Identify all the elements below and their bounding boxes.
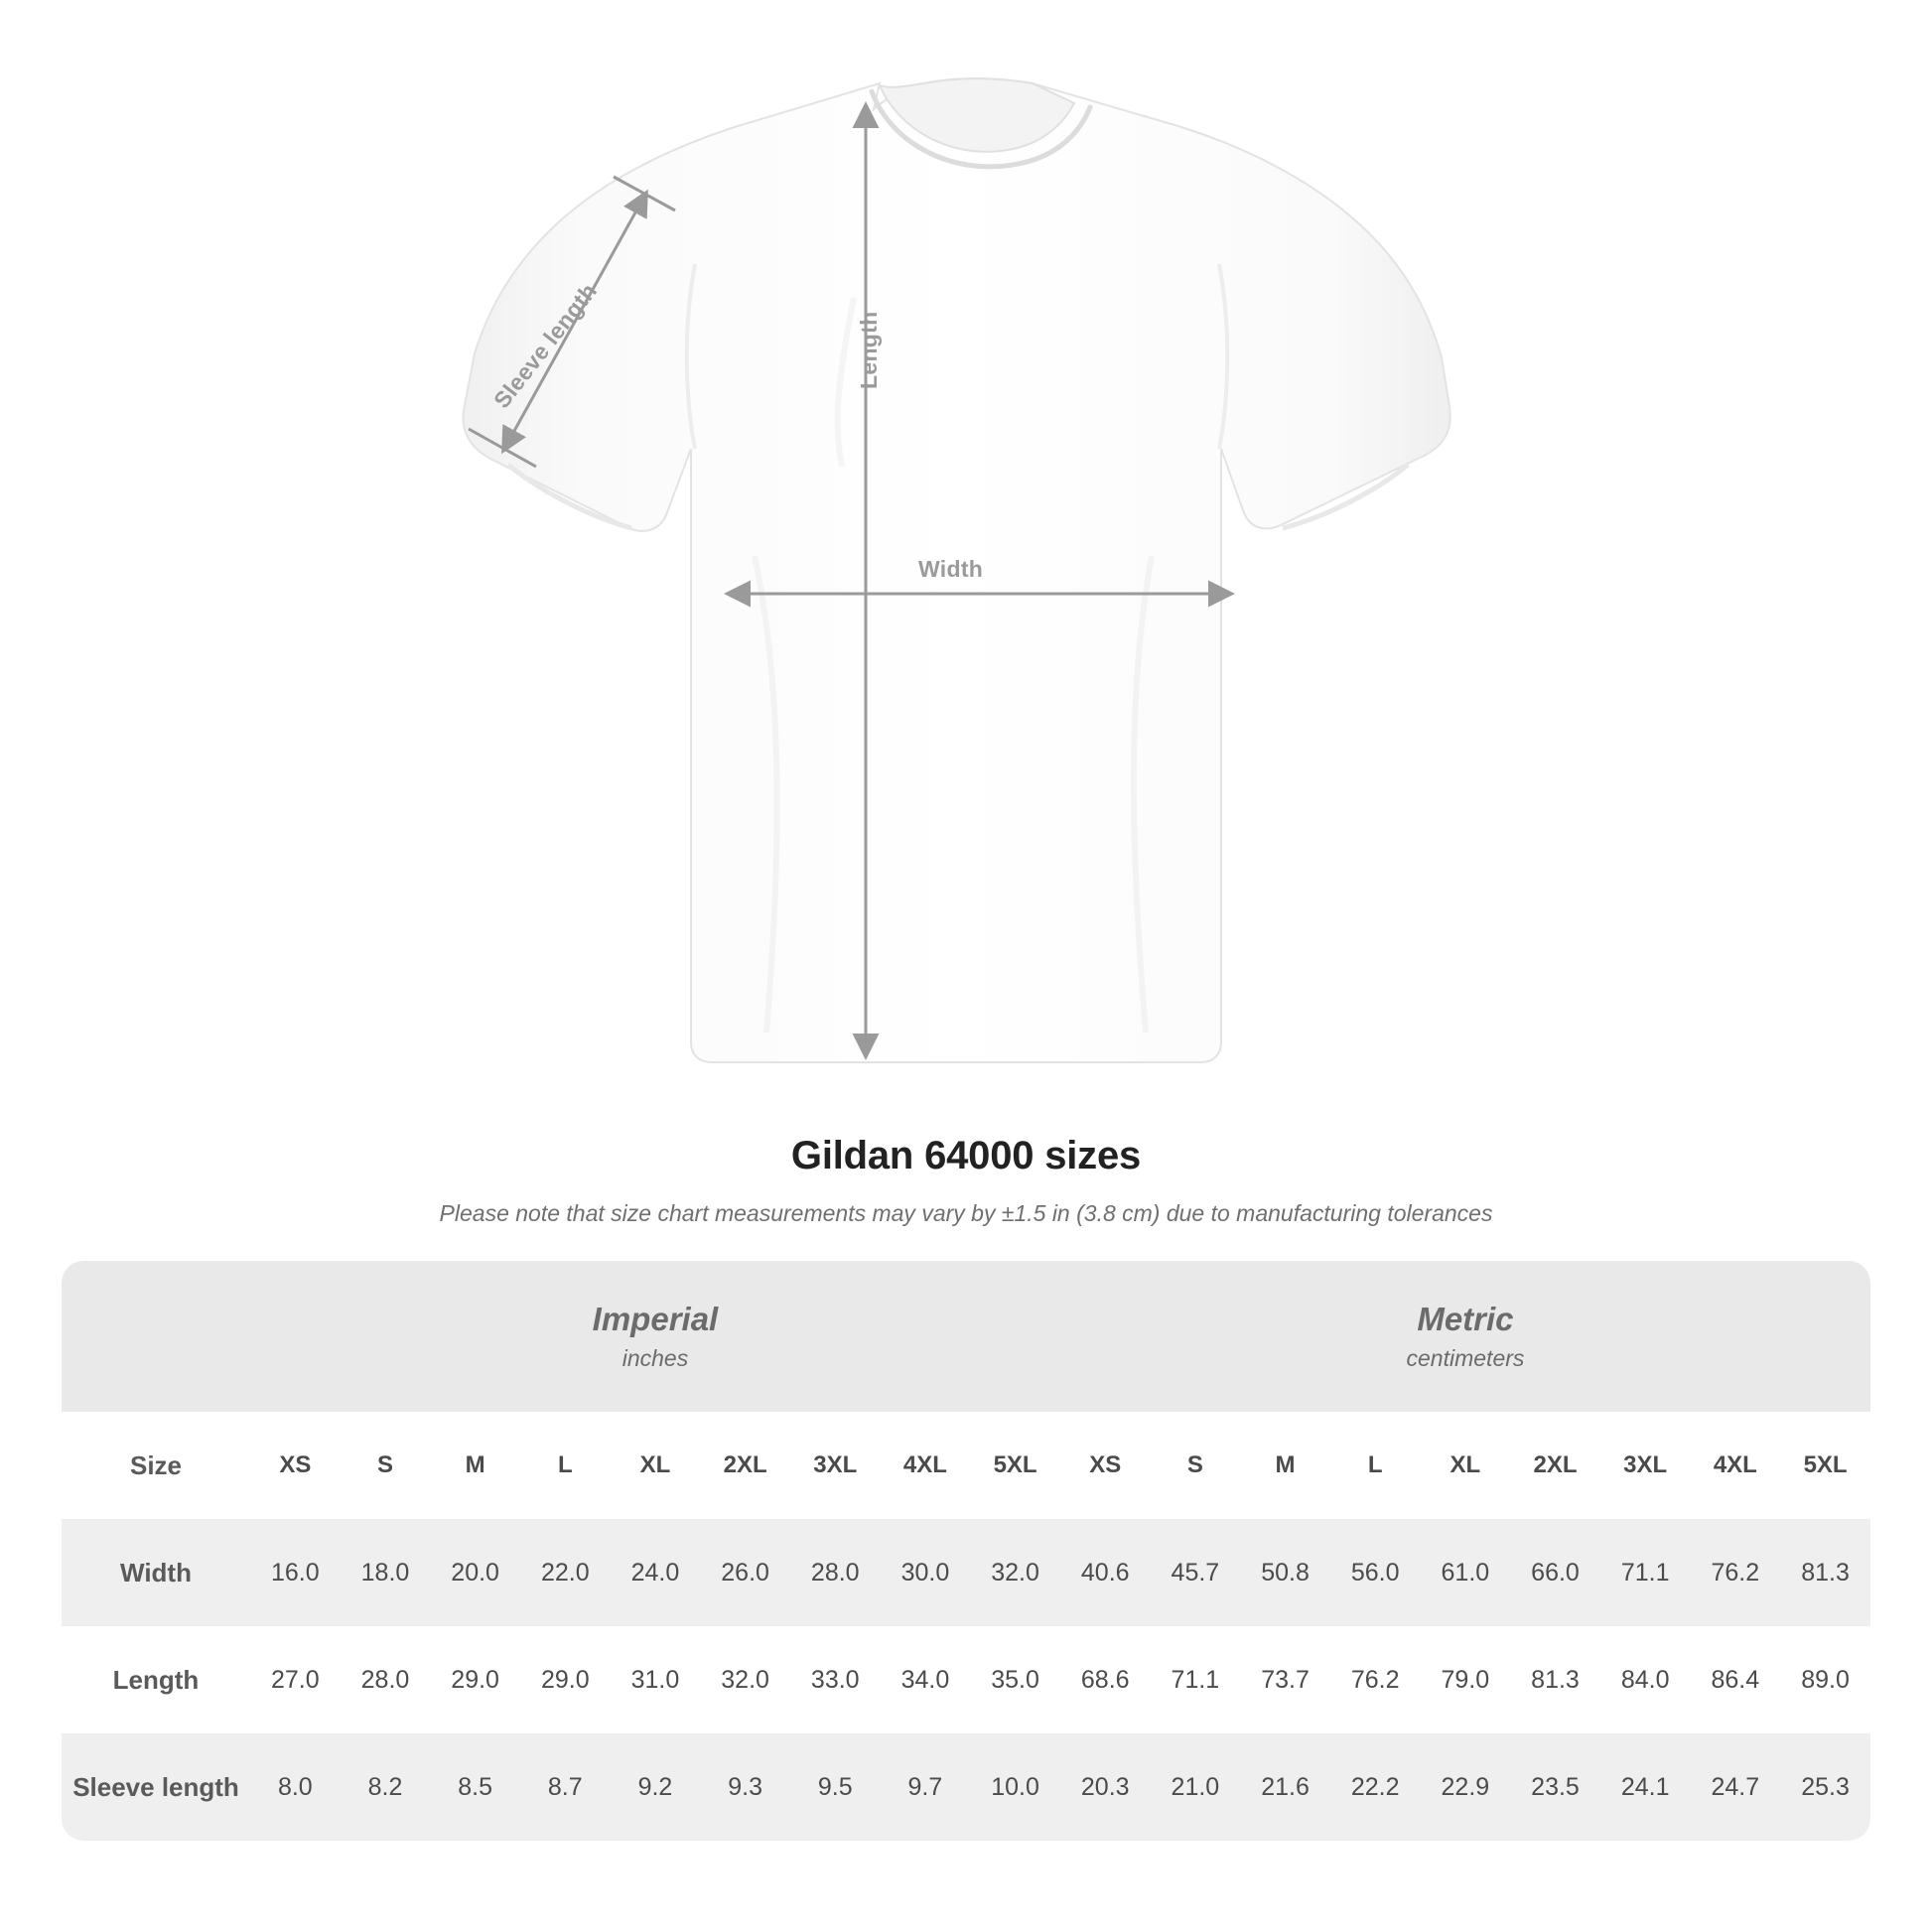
measurement-value: 89.0 [1801,1665,1850,1694]
measurement-value: 8.7 [520,1733,611,1841]
size-column-header: S [341,1412,431,1519]
measurement-value: 21.0 [1151,1733,1241,1841]
unit-group-name: Metric [1417,1300,1514,1337]
unit-group-row [62,1261,1870,1412]
size-column-header: L [520,1412,611,1519]
measurement-value: 26.0 [700,1519,790,1626]
measurement-value: 34.0 [900,1665,950,1694]
measurement-value: 20.3 [1060,1733,1151,1841]
size-table-wrapper [62,1261,1870,1841]
sleeve-length-label: Sleeve length [488,278,603,414]
size-column-header: 5XL [970,1412,1060,1519]
measurement-value: 29.0 [451,1665,499,1694]
size-column-header: M [430,1412,520,1519]
measurement-value: 21.6 [1240,1733,1330,1841]
measurement-value: 31.0 [630,1665,680,1694]
page-title: Gildan 64000 sizes [790,1134,1142,1177]
measurement-value: 79.0 [1441,1665,1490,1694]
size-column-header: XL [1421,1412,1511,1519]
measurement-value: 71.1 [1171,1665,1220,1694]
unit-group-sub: inches [621,1345,689,1372]
measurement-value: 8.5 [430,1733,520,1841]
size-column-header: 4XL [1691,1412,1781,1519]
measurement-value: 66.0 [1510,1519,1600,1626]
measurement-value: 22.2 [1330,1733,1421,1841]
unit-row-spacer [62,1261,250,1412]
size-column-header: 2XL [700,1412,790,1519]
size-column-header: 4XL [881,1412,971,1519]
size-column-header: M [1240,1412,1330,1519]
measurement-value: 24.7 [1691,1733,1781,1841]
measurement-value: 81.3 [1780,1519,1870,1626]
measurement-value: 24.0 [611,1519,701,1626]
size-column-header: XS [250,1412,341,1519]
size-column-header: 2XL [1510,1412,1600,1519]
measurement-label: Width [62,1519,250,1626]
table-row [62,1733,1870,1841]
table-row [62,1626,1870,1733]
measurement-value: 50.8 [1240,1519,1330,1626]
size-header-label: Size [62,1412,250,1519]
measurement-value: 32.0 [970,1519,1060,1626]
measurement-value: 32.0 [721,1665,769,1694]
measurement-value: 16.0 [250,1519,341,1626]
measurement-value: 61.0 [1421,1519,1511,1626]
size-header-row [62,1412,1870,1519]
size-column-header: 3XL [790,1412,881,1519]
tolerance-note: Please note that size chart measurements may vary by ±1.5 in (3.8 cm) due to manufacturing tolerances [439,1200,1493,1226]
measurement-value: 68.6 [1080,1665,1130,1694]
measurement-value: 73.7 [1261,1665,1310,1694]
measurement-value: 30.0 [881,1519,971,1626]
size-column-header: S [1151,1412,1241,1519]
size-column-header: L [1330,1412,1421,1519]
measurement-value: 81.3 [1531,1665,1580,1694]
measurement-value: 8.2 [341,1733,431,1841]
measurement-value: 29.0 [540,1665,590,1694]
measurement-value: 9.5 [790,1733,881,1841]
size-column-header: 5XL [1780,1412,1870,1519]
measurement-value: 23.5 [1510,1733,1600,1841]
table-row [62,1519,1870,1626]
measurement-value: 40.6 [1060,1519,1151,1626]
measurement-value: 76.2 [1691,1519,1781,1626]
measurement-value: 84.0 [1620,1665,1670,1694]
measurement-label: Sleeve length [62,1733,250,1841]
measurement-value: 76.2 [1350,1665,1400,1694]
measurement-value: 9.2 [611,1733,701,1841]
unit-group-metric [1060,1261,1870,1412]
size-column-header: XS [1060,1412,1151,1519]
measurement-value: 22.0 [520,1519,611,1626]
width-label: Width [918,556,984,582]
unit-group-name: Imperial [592,1300,719,1337]
measurement-label: Length [112,1664,200,1695]
measurement-value: 24.1 [1600,1733,1691,1841]
unit-group-imperial [250,1261,1060,1412]
measurement-value: 22.9 [1421,1733,1511,1841]
measurement-value: 8.0 [250,1733,341,1841]
size-table [62,1261,1870,1841]
measurement-value: 18.0 [341,1519,431,1626]
measurement-value: 9.7 [881,1733,971,1841]
measurement-value: 33.0 [810,1665,860,1694]
measurement-value: 28.0 [360,1665,410,1694]
measurement-value: 28.0 [790,1519,881,1626]
measurement-value: 27.0 [270,1665,320,1694]
measurement-value: 9.3 [700,1733,790,1841]
measurement-value: 35.0 [991,1665,1039,1694]
length-label: Length [856,311,882,389]
measurement-value: 20.0 [430,1519,520,1626]
size-column-header: XL [611,1412,701,1519]
unit-group-sub: centimeters [1406,1345,1525,1372]
measurement-value: 45.7 [1151,1519,1241,1626]
size-column-header: 3XL [1600,1412,1691,1519]
measurement-value: 56.0 [1330,1519,1421,1626]
measurement-value: 86.4 [1711,1665,1760,1694]
title-block [0,1134,1932,1227]
measurement-value: 25.3 [1780,1733,1870,1841]
measurement-value: 71.1 [1600,1519,1691,1626]
measurement-value: 10.0 [970,1733,1060,1841]
